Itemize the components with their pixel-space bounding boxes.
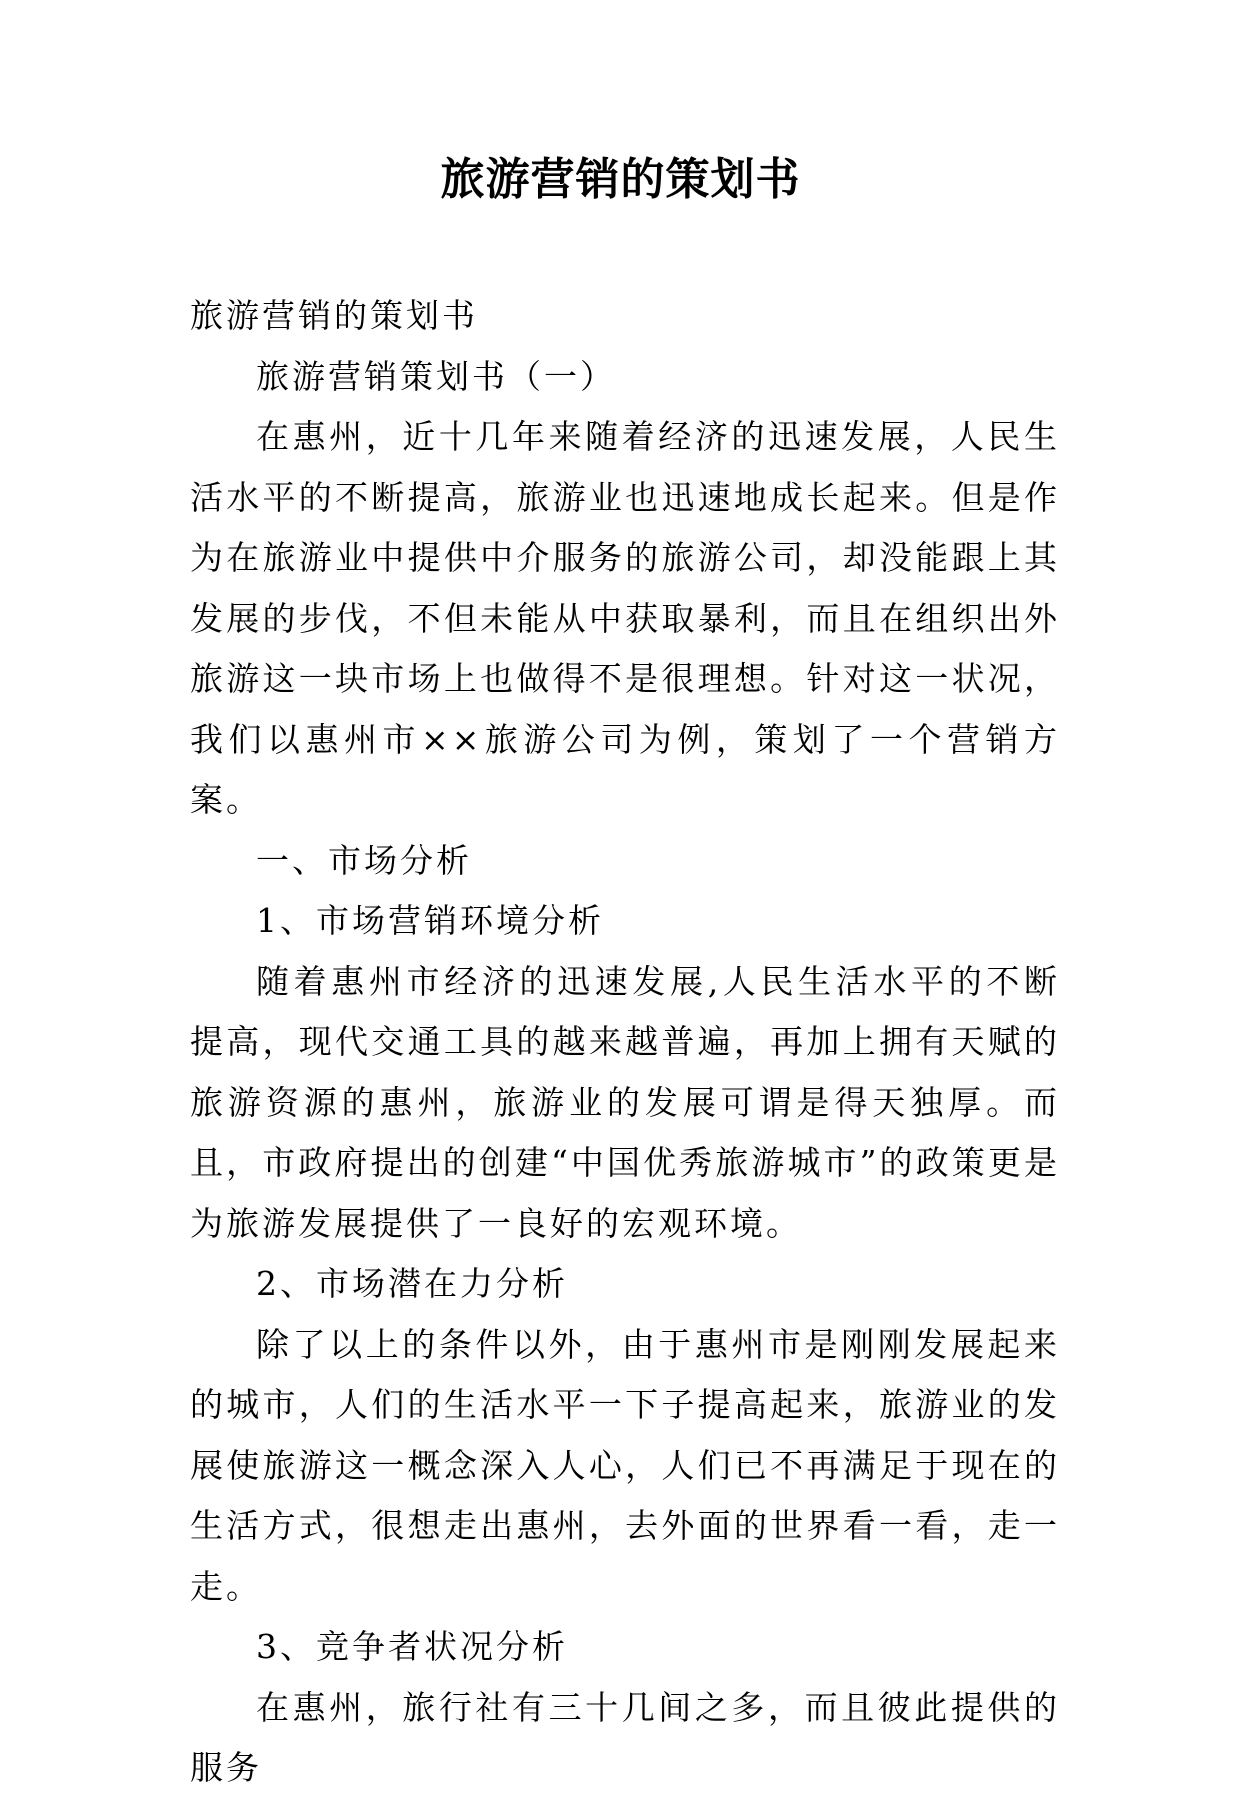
- paragraph-section-heading: 旅游营销策划书（一）: [256, 356, 616, 396]
- document-title: 旅游营销的策划书: [440, 154, 801, 205]
- heading-market-analysis: 一、市场分析: [256, 840, 472, 880]
- heading-competitor-analysis: 3、竞争者状况分析: [256, 1627, 568, 1666]
- paragraph-market-potential: 除了以上的条件以外，由于惠州市是刚刚发展起来的城市，人们的生活水平一下子提高起来，旅游业的发展使旅游这一概念深入人心，人们已不再满足于现在的生活方式，很想走出惠州，去外面的世界看一看，走一走。: [190, 1324, 1060, 1606]
- document-body: [190, 286, 1060, 1799]
- paragraph-marketing-environment: 随着惠州市经济的迅速发展,人民生活水平的不断提高，现代交通工具的越来越普遍，再加上拥有天赋的旅游资源的惠州，旅游业的发展可谓是得天独厚。而且，市政府提出的创建“中国优秀旅游城市”的政策更是为旅游发展提供了一良好的宏观环境。: [190, 961, 1060, 1243]
- heading-marketing-environment: 1、市场营销环境分析: [256, 901, 604, 940]
- heading-market-potential: 2、市场潜在力分析: [256, 1264, 568, 1303]
- paragraph-intro: 在惠州，近十几年来随着经济的迅速发展，人民生活水平的不断提高，旅游业也迅速地成长起来。但是作为在旅游业中提供中介服务的旅游公司，却没能跟上其发展的步伐，不但未能从中获取暴利，而且在组织出外旅游这一块市场上也做得不是很理想。针对这一状况，我们以惠州市××旅游公司为例，策划了一个营销方案。: [190, 417, 1060, 819]
- paragraph-competitor-analysis: 在惠州，旅行社有三十几间之多，而且彼此提供的服务: [190, 1687, 1060, 1787]
- paragraph-subtitle: 旅游营销的策划书: [190, 296, 478, 335]
